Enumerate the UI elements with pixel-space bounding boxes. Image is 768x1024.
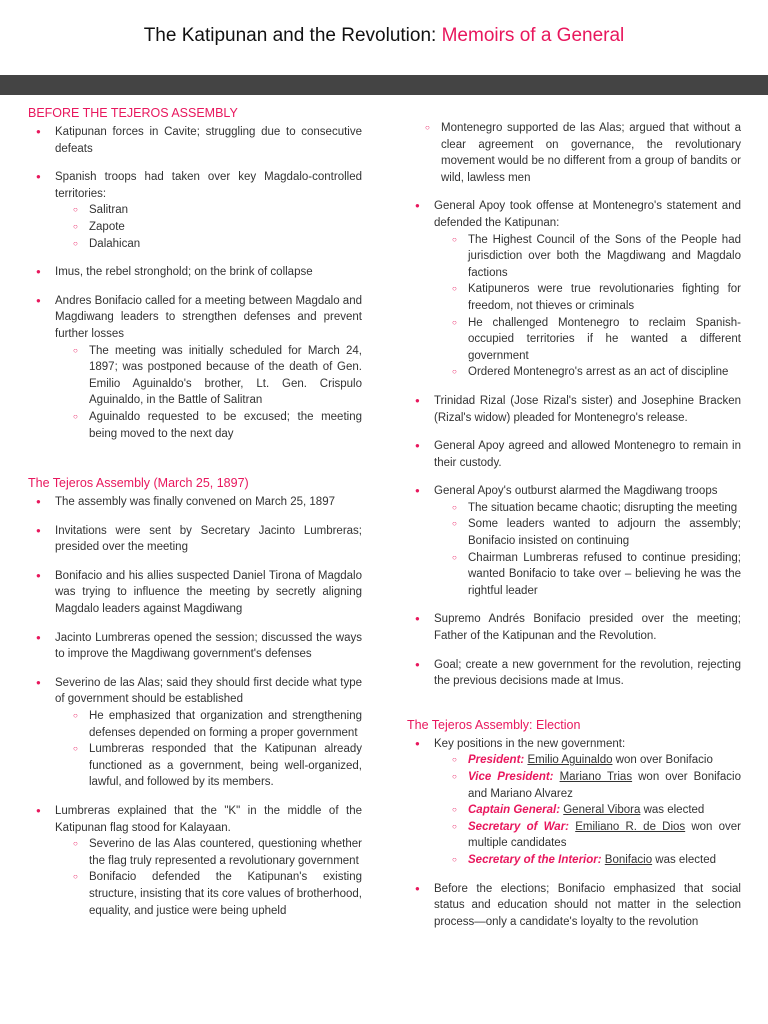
list-item: ● Andres Bonifacio called for a meeting between Magdalo and Magdiwang leaders to strengthen defenses and prevent further losses ○ The meeting was initially scheduled for March 24, 1897; was postponed because of the death of Gen. Emilio Aguinaldo's brother, Lt. Gen. Crispulo Aguinaldo, in the Battle of Salitran ○ Aguinaldo requested to be excused; the meeting being moved to the next day [28,293,362,442]
position-label: Vice President: [468,771,554,783]
list-item: ● General Apoy agreed and allowed Montenegro to remain in their custody. [407,438,741,471]
sub-list-continued [407,120,741,186]
sub-list [434,232,741,381]
position-holder: Bonifacio [604,853,653,866]
position-label: Secretary of the Interior: [468,853,602,866]
list-right [407,198,741,689]
list-item: ● The assembly was finally convened on March 25, 1897 [28,494,362,511]
section-title-before: BEFORE THE TEJEROS ASSEMBLY [28,106,238,120]
position-label: Captain General: [468,804,561,817]
sub-item: ○ He challenged Montenegro to reclaim Spanish-occupied territories if he wanted a different government [434,315,741,365]
list-item: ● Lumbreras explained that the "K" in the middle of the Katipunan flag stood for Kalayaan. ○ Severino de las Alas countered, questioning whether the flag truly represented a revolutionary government ○ Bonifacio defended the Katipunan's existing structure, insisting that its core values of brotherhood, equality, and justice were being upheld [28,803,362,919]
sub-list [55,202,362,252]
title-main: The Katipunan and the Revolution: [143,25,437,46]
list-assembly [28,494,362,919]
sub-item: ○ Lumbreras responded that the Katipunan already functioned as a government, being well-organized, lawful, and followed by its members. [55,741,362,791]
sub-item: ○ Some leaders wanted to adjourn the assembly; Bonifacio insisted on continuing [434,516,741,549]
sub-item: ○ Aguinaldo requested to be excused; the meeting being moved to the next day [55,409,362,442]
section-title-election: The Tejeros Assembly: Election [407,717,581,732]
page-title [0,25,768,47]
sub-list [434,500,741,600]
position-label: Secretary of War: [468,820,570,833]
list-item: ● General Apoy's outburst alarmed the Magdiwang troops ○ The situation became chaotic; disrupting the meeting ○ Some leaders wanted to adjourn the assembly; Bonifacio insisted on continuing ○ Chairman Lumbreras refused to continue presiding; wanted Bonifacio to take over – believing he was the rightful leader [407,483,741,599]
header [0,0,768,76]
sub-item: ○ He emphasized that organization and strengthening defenses depended on forming a proper government [55,708,362,741]
list-item: ● Invitations were sent by Secretary Jacinto Lumbreras; presided over the meeting [28,523,362,556]
position-item: ○ Vice President: Mariano Trias won over Bonifacio and Mariano Alvarez [434,769,741,802]
sub-item: ○ Katipuneros were true revolutionaries fighting for freedom, not thieves or criminals [434,281,741,314]
list-item: ● General Apoy took offense at Montenegro's statement and defended the Katipunan: ○ The Highest Council of the Sons of the People had jurisdiction over both the Magdiwang and Magdalo factions ○ Katipuneros were true revolutionaries fighting for freedom, not thieves or criminals ○ He challenged Montenegro to reclaim Spanish-occupied territories if he wanted a different government ○ Ordered Montenegro's arrest as an act of discipline [407,198,741,381]
list-item: ● Imus, the rebel stronghold; on the brink of collapse [28,264,362,281]
section-title-assembly: The Tejeros Assembly (March 25, 1897) [28,476,249,491]
list-election [407,736,741,931]
list-before [28,124,362,442]
header-band [0,75,768,95]
sub-list [55,708,362,791]
sub-item: ○ Zapote [55,219,362,236]
list-item: ● Severino de las Alas; said they should first decide what type of government should be established ○ He emphasized that organization and strengthening defenses depended on forming a proper government ○ Lumbreras responded that the Katipunan already functioned as a government, being well-organized, lawful, and followed by its members. [28,675,362,791]
sub-item: ○ Bonifacio defended the Katipunan's existing structure, insisting that its core values of brotherhood, equality, and justice were being upheld [55,869,362,919]
sub-item: ○ The meeting was initially scheduled for March 24, 1897; was postponed because of the death of Gen. Emilio Aguinaldo's brother, Lt. Gen. Crispulo Aguinaldo, in the Battle of Salitran [55,343,362,409]
position-item: ○ Captain General: General Vibora was elected [434,802,741,819]
positions-list [434,752,741,868]
title-accent: Memoirs of a General [441,25,625,46]
sub-item: ○ Ordered Montenegro's arrest as an act of discipline [434,364,741,381]
list-item: ● Goal; create a new government for the revolution, rejecting the previous decisions made at Imus. [407,657,741,690]
list-item: ● Katipunan forces in Cavite; struggling due to consecutive defeats [28,124,362,157]
position-holder: Mariano Trias [559,771,633,783]
left-column [28,104,362,931]
list-item: ● Spanish troops had taken over key Magdalo-controlled territories: ○ Salitran ○ Zapote ○ Dalahican [28,169,362,252]
position-holder: General Vibora [563,804,641,817]
position-holder: Emilio Aguinaldo [527,754,613,767]
sub-item: ○ Severino de las Alas countered, questioning whether the flag truly represented a revolutionary government [55,836,362,869]
position-item: ○ Secretary of the Interior: Bonifacio was elected [434,852,741,869]
list-item: ● Trinidad Rizal (Jose Rizal's sister) and Josephine Bracken (Rizal's widow) pleaded for Montenegro's release. [407,393,741,426]
sub-item: ○ Montenegro supported de las Alas; argued that without a clear agreement on governance, the revolutionary movement would be no different from a group of bandits or wild, lawless men [407,120,741,186]
sub-item: ○ The situation became chaotic; disrupting the meeting [434,500,741,517]
list-item: ● Key positions in the new government: ○ President: Emilio Aguinaldo won over Bonifacio ○ Vice President: Mariano Trias won over Bonifacio and Mariano Alvarez ○ Captain General: General Vibora was elected ○ Secretary of War: Emiliano R. de Dios won over multiple candidates ○ Secretary of the Interior: Bonifacio was elected [407,736,741,869]
sub-list [55,836,362,919]
list-item: ● Supremo Andrés Bonifacio presided over the meeting; Father of the Katipunan and the Revolution. [407,611,741,644]
list-item: ● Jacinto Lumbreras opened the session; discussed the ways to improve the Magdiwang government's defenses [28,630,362,663]
sub-item: ○ Salitran [55,202,362,219]
sub-list [55,343,362,443]
sub-item: ○ The Highest Council of the Sons of the People had jurisdiction over both the Magdiwang and Magdalo factions [434,232,741,282]
position-label: President: [468,754,525,767]
position-item: ○ Secretary of War: Emiliano R. de Dios won over multiple candidates [434,819,741,852]
right-column [407,104,741,942]
list-item: ● Bonifacio and his allies suspected Daniel Tirona of Magdalo was trying to influence the meeting by secretly aligning Magdalo leaders against Magdiwang [28,568,362,618]
position-holder: Emiliano R. de Dios [575,820,686,833]
sub-item: ○ Chairman Lumbreras refused to continue presiding; wanted Bonifacio to take over – believing he was the rightful leader [434,550,741,600]
sub-item: ○ Dalahican [55,236,362,253]
position-item: ○ President: Emilio Aguinaldo won over Bonifacio [434,752,741,769]
list-item: ● Before the elections; Bonifacio emphasized that social status and education should not matter in the selection process—only a candidate's loyalty to the revolution [407,881,741,931]
